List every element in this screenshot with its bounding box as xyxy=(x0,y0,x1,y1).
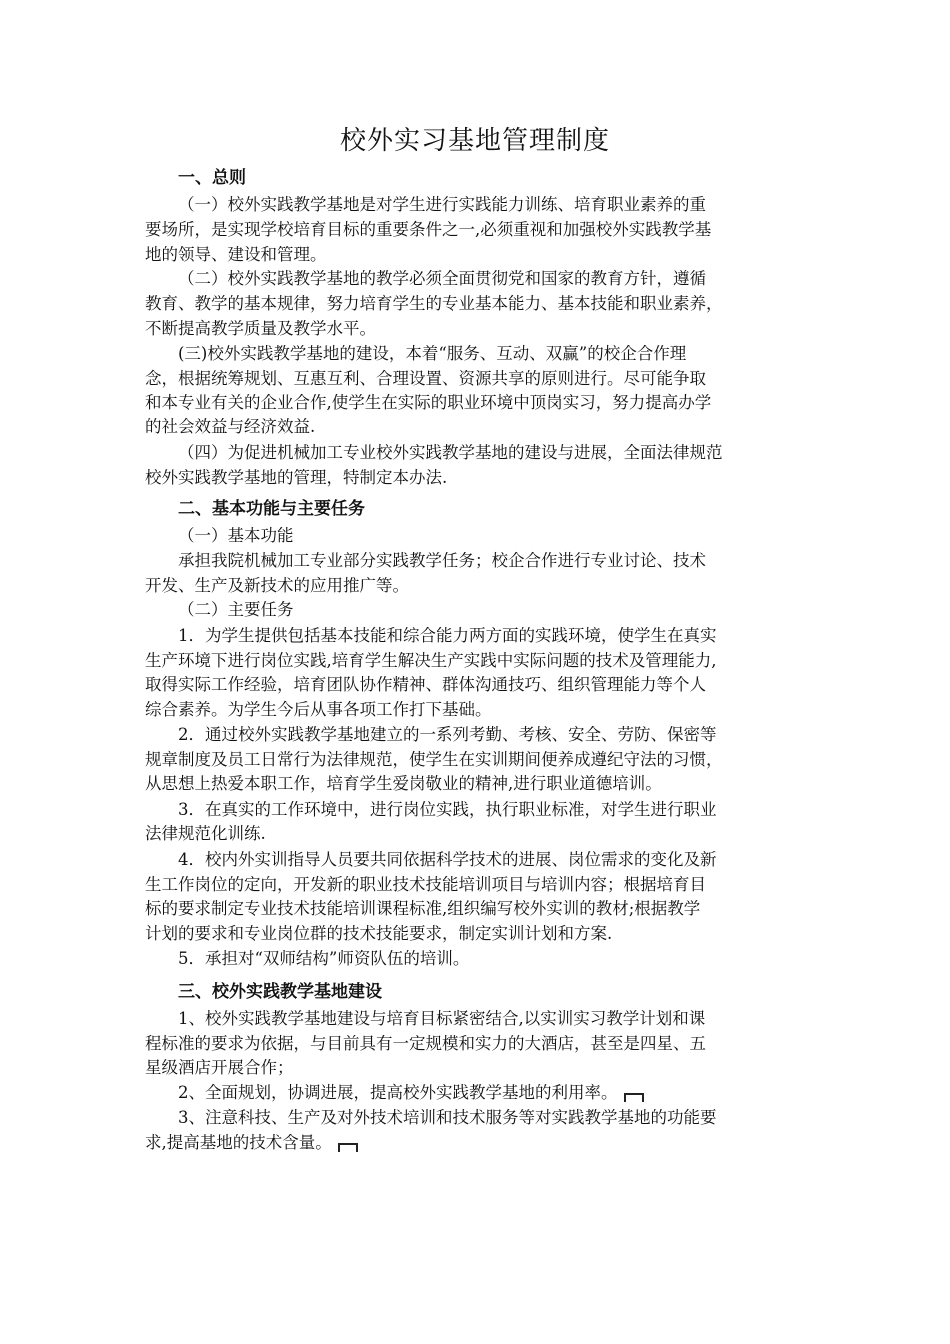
subheading-main-tasks: （二）主要任务 xyxy=(178,600,294,619)
paragraph-line: 程标准的要求为依据，与目前具有一定规模和实力的大酒店，甚至是四星、五 xyxy=(145,1034,706,1053)
paragraph-line: 1．为学生提供包括基本技能和综合能力两方面的实践环境，使学生在真实 xyxy=(178,626,717,645)
paragraph-line: 承担我院机械加工专业部分实践教学任务；校企合作进行专业讨论、技术 xyxy=(178,551,706,570)
section-heading-functions: 二、基本功能与主要任务 xyxy=(178,499,365,519)
paragraph-line: 校外实践教学基地的管理，特制定本办法. xyxy=(145,468,448,487)
paragraph-line: 念，根据统筹规划、互惠互利、合理设置、资源共享的原则进行。尽可能争取 xyxy=(145,369,706,388)
paragraph-text: 求,提高基地的技术含量。 xyxy=(145,1133,332,1152)
section-heading-general: 一、总则 xyxy=(178,168,246,188)
paragraph-line: 综合素养。为学生今后从事各项工作打下基础。 xyxy=(145,700,492,719)
paragraph-line: （一）校外实践教学基地是对学生进行实践能力训练、培育职业素养的重 xyxy=(178,195,706,214)
paragraph-line: 不断提高教学质量及教学水平。 xyxy=(145,319,376,338)
paragraph-line: 星级酒店开展合作； xyxy=(145,1058,294,1077)
paragraph-line: 标的要求制定专业技术技能培训课程标准,组织编写校外实训的教材;根据教学 xyxy=(145,899,701,918)
paragraph-line: 开发、生产及新技术的应用推广等。 xyxy=(145,576,409,595)
bracket-mark-icon xyxy=(338,1143,358,1152)
paragraph-line xyxy=(178,1080,644,1105)
subheading-basic-functions: （一）基本功能 xyxy=(178,526,294,545)
bracket-mark-icon xyxy=(624,1093,644,1102)
paragraph-line: （四）为促进机械加工专业校外实践教学基地的建设与进展，全面法律规范 xyxy=(178,443,723,462)
paragraph-line: 生工作岗位的定向，开发新的职业技术技能培训项目与培训内容；根据培育目 xyxy=(145,875,706,894)
paragraph-line: 教育、教学的基本规律，努力培育学生的专业基本能力、基本技能和职业素养， xyxy=(145,294,723,313)
paragraph-line: 地的领导、建设和管理。 xyxy=(145,245,327,264)
document-title: 校外实习基地管理制度 xyxy=(339,126,610,156)
paragraph-line: 3、注意科技、生产及对外技术培训和技术服务等对实践教学基地的功能要 xyxy=(178,1108,717,1127)
paragraph-line: 3．在真实的工作环境中，进行岗位实践，执行职业标准，对学生进行职业 xyxy=(178,800,717,819)
paragraph-line: 4．校内外实训指导人员要共同依据科学技术的进展、岗位需求的变化及新 xyxy=(178,850,717,869)
section-heading-construction: 三、校外实践教学基地建设 xyxy=(178,982,382,1002)
paragraph-line: 5．承担对“双师结构”师资队伍的培训。 xyxy=(178,949,470,968)
paragraph-line: 生产环境下进行岗位实践,培育学生解决生产实践中实际问题的技术及管理能力, xyxy=(145,651,717,670)
paragraph-line: 从思想上热爱本职工作，培育学生爱岗敬业的精神,进行职业道德培训。 xyxy=(145,774,662,793)
paragraph-line: (三)校外实践教学基地的建设，本着“服务、互动、双赢”的校企合作理 xyxy=(178,344,687,363)
paragraph-line: 取得实际工作经验，培育团队协作精神、群体沟通技巧、组织管理能力等个人 xyxy=(145,675,706,694)
paragraph-line: 和本专业有关的企业合作,使学生在实际的职业环境中顶岗实习，努力提高办学 xyxy=(145,393,712,412)
paragraph-line: 要场所，是实现学校培育目标的重要条件之一,必须重视和加强校外实践教学基 xyxy=(145,220,712,239)
paragraph-text: 2、全面规划，协调进展，提高校外实践教学基地的利用率。 xyxy=(178,1083,618,1102)
paragraph-line: 1、校外实践教学基地建设与培育目标紧密结合,以实训实习教学计划和课 xyxy=(178,1009,706,1028)
paragraph-line: 2．通过校外实践教学基地建立的一系列考勤、考核、安全、劳防、保密等 xyxy=(178,725,717,744)
paragraph-line: 计划的要求和专业岗位群的技术技能要求，制定实训计划和方案. xyxy=(145,924,613,943)
paragraph-line: （二）校外实践教学基地的教学必须全面贯彻党和国家的教育方针，遵循 xyxy=(178,269,706,288)
paragraph-line: 规章制度及员工日常行为法律规范，使学生在实训期间便养成遵纪守法的习惯， xyxy=(145,750,723,769)
paragraph-line: 法律规范化训练. xyxy=(145,824,266,843)
paragraph-line xyxy=(145,1130,358,1155)
paragraph-line: 的社会效益与经济效益. xyxy=(145,417,316,436)
